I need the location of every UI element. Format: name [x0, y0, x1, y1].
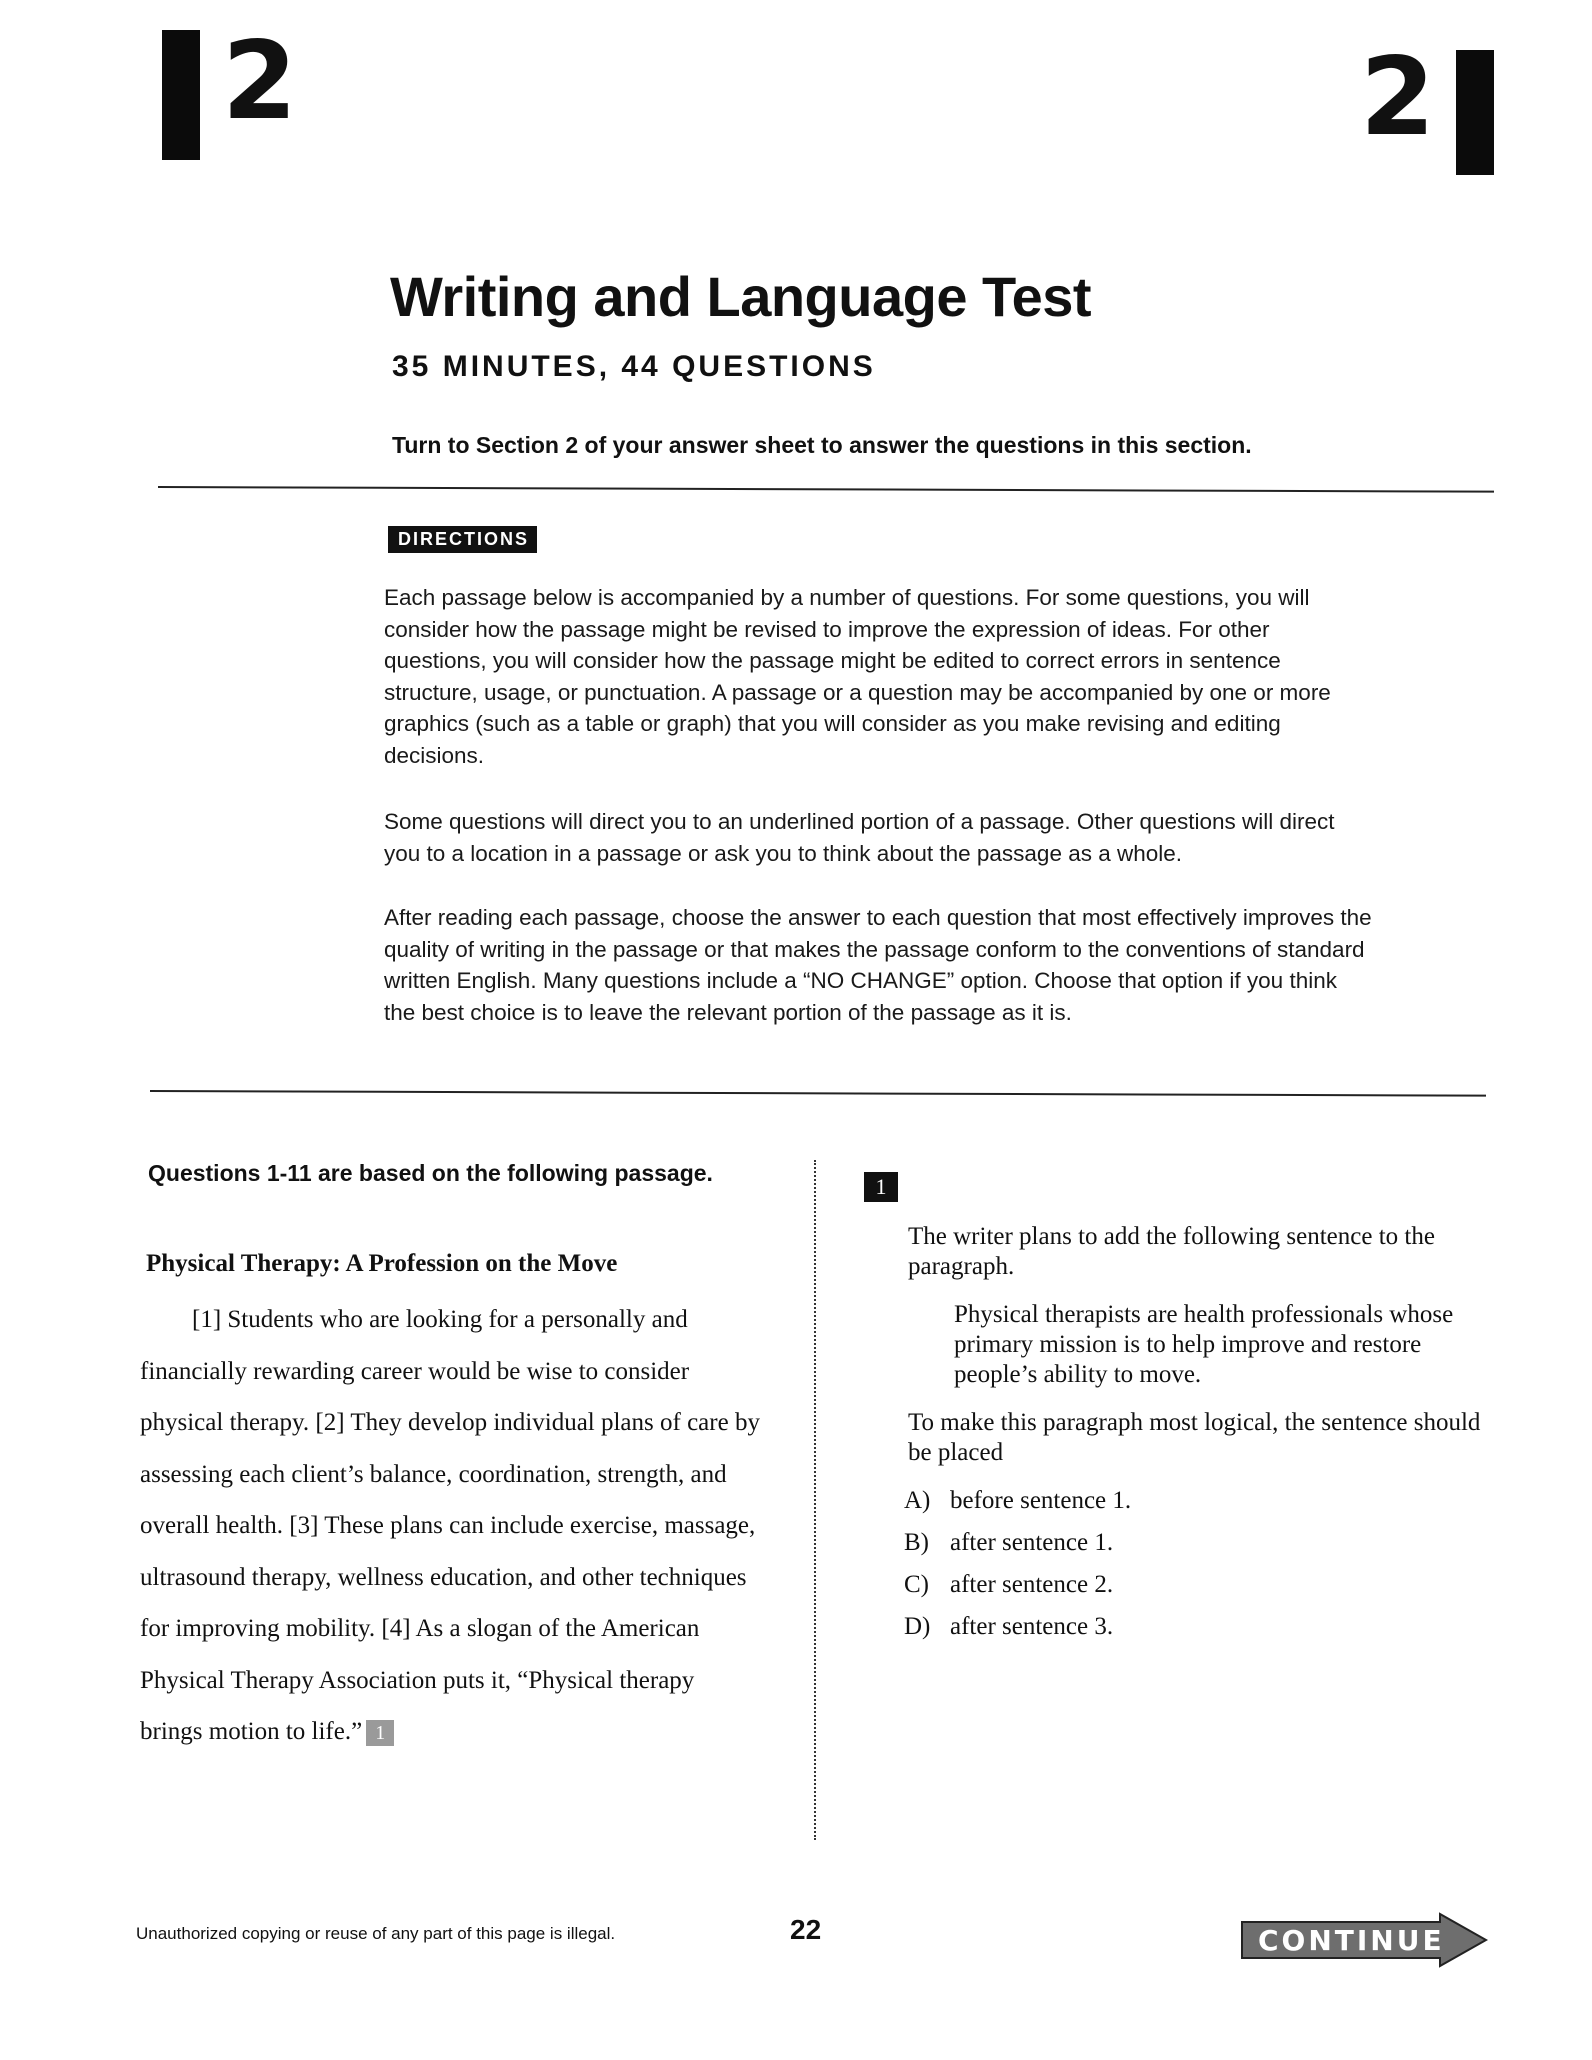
answer-option-c[interactable] [904, 1564, 1131, 1606]
option-letter: B) [904, 1529, 929, 1556]
section-number-left: 2 [222, 19, 298, 144]
question-marker[interactable]: 1 [366, 1720, 394, 1746]
question-prompt: To make this paragraph most logical, the sentence should be placed [908, 1409, 1481, 1466]
divider-bottom [150, 1090, 1486, 1097]
answer-option-d[interactable] [904, 1606, 1131, 1648]
section-bar-left [162, 30, 200, 160]
option-text: after sentence 2. [950, 1571, 1114, 1598]
option-letter: A) [904, 1487, 931, 1514]
directions-paragraph: Some questions will direct you to an underlined portion of a passage. Other questions will direct you to a location in a passage or ask you to think about the passage as a whole. [384, 809, 1335, 866]
question-quoted-sentence: Physical therapists are health professionals whose primary mission is to help improve and restore people’s ability to move. [954, 1301, 1454, 1388]
divider-top [158, 486, 1494, 493]
passage-intro: Questions 1-11 are based on the following passage. [148, 1160, 713, 1186]
option-letter: D) [904, 1613, 931, 1640]
section-number-right: 2 [1360, 35, 1436, 160]
copyright-notice: Unauthorized copying or reuse of any part of this page is illegal. [136, 1924, 616, 1943]
continue-label: CONTINUE [1258, 1924, 1445, 1957]
answer-options [904, 1480, 1131, 1648]
page-number: 22 [790, 1914, 822, 1945]
continue-button[interactable] [1240, 1912, 1490, 1968]
passage-title: Physical Therapy: A Profession on the Move [146, 1250, 618, 1277]
section-bar-right [1456, 50, 1494, 175]
option-letter: C) [904, 1571, 929, 1598]
page-title: Writing and Language Test [390, 265, 1092, 328]
page-subtitle: 35 MINUTES, 44 QUESTIONS [392, 350, 876, 383]
passage-text: [1] Students who are looking for a personally and financially rewarding career would be wise to consider physical therapy. [2] They develop individual plans of care by assessing each client’s balance, coordination, strength, and overall health. [3] These plans can include exercise, massage, ultrasound therapy, wellness education, and other techniques for improving mobility. [4] As a slogan of the American Physical Therapy Association puts it, “Physical therapy brings motion to life.” [140, 1306, 760, 1745]
option-text: after sentence 3. [950, 1613, 1114, 1640]
directions-paragraph: Each passage below is accompanied by a number of questions. For some questions, you will consider how the passage might be revised to improve the expression of ideas. For other questions, you will consider how the passage might be edited to correct errors in sentence structure, usage, or punctuation. A passage or a question may be accompanied by one or more graphics (such as a table or graph) that you will consider as you make revising and editing decisions. [384, 585, 1331, 768]
column-divider [814, 1160, 816, 1840]
answer-sheet-instruction: Turn to Section 2 of your answer sheet to answer the questions in this section. [392, 432, 1252, 458]
answer-option-a[interactable] [904, 1480, 1131, 1522]
directions-paragraph: After reading each passage, choose the answer to each question that most effectively improves the quality of writing in the passage or that makes the passage conform to the conventions of standard written English. Many questions include a “NO CHANGE” option. Choose that option if you think the best choice is to leave the relevant portion of the passage as it is. [384, 905, 1372, 1025]
question-stem: The writer plans to add the following sentence to the paragraph. [908, 1223, 1435, 1280]
option-text: before sentence 1. [950, 1487, 1132, 1514]
option-text: after sentence 1. [950, 1529, 1114, 1556]
passage-body [140, 1294, 760, 1758]
question-number-badge: 1 [864, 1172, 898, 1202]
answer-option-b[interactable] [904, 1522, 1131, 1564]
directions-label: DIRECTIONS [388, 526, 537, 553]
